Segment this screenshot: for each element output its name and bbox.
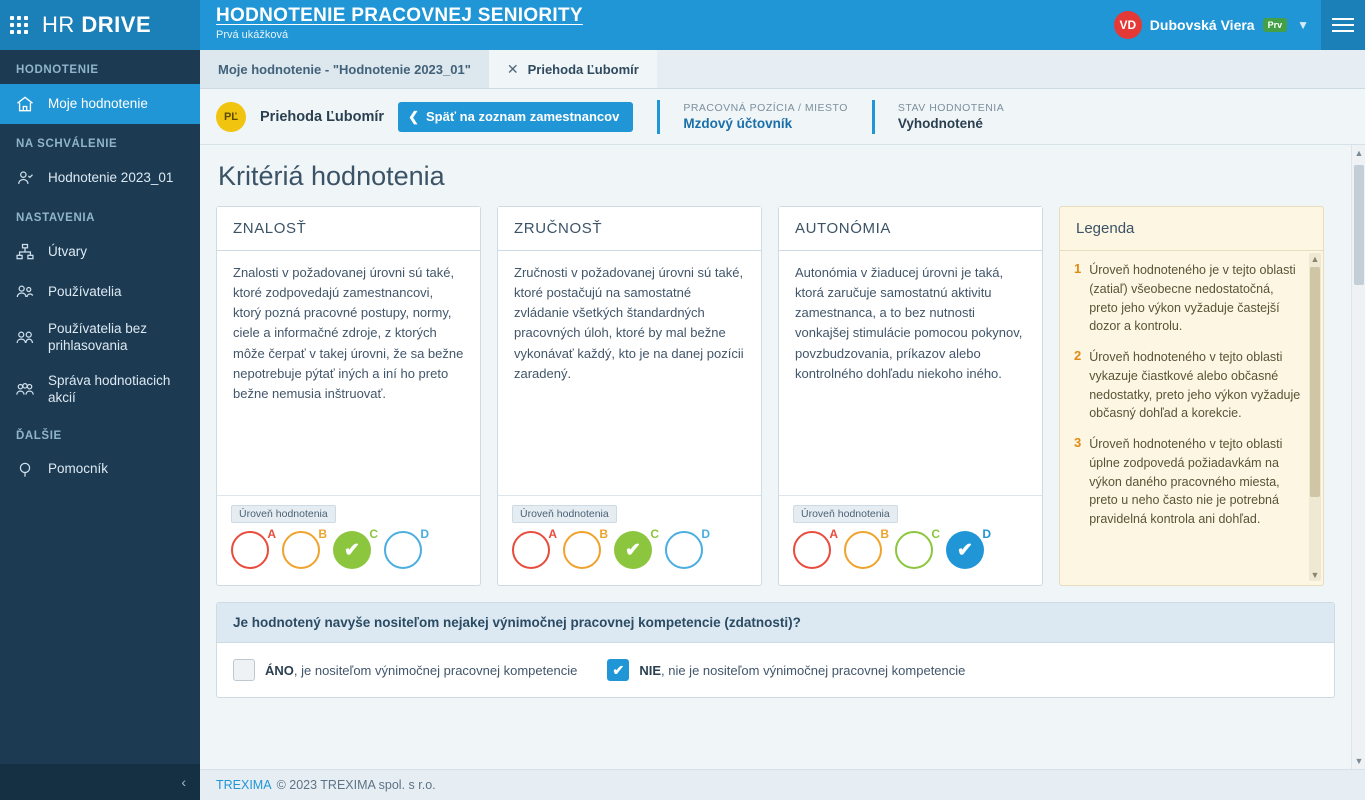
person-check-icon [14,167,36,189]
card-text: Zručnosti v požadovanej úrovni sú také, ktoré postačujú na samostatné zvládanie všetkých štandardných pracovných úloh, ktoré by mal bežne vykonávať každý, kto je na danej pozícii zaradený. [514,265,744,381]
rating-options [789,527,1032,573]
help-circle-icon [14,459,36,481]
sidebar-item-hodnotenie-2023-01[interactable] [0,158,200,198]
card-text: Znalosti v požadovanej úrovni sú také, ktoré zodpovedajú zamestnancovi, ktorý pozná pracovné postupy, normy, ciele a informačné zdroje, z ktorých môže čerpať v takej úrovni, že sa bežne nepotrebuje pýtať iných a iní ho preto bežne nemusia inštruovať. [233,265,464,401]
divider [872,100,875,134]
chevron-down-icon[interactable]: ▼ [1297,18,1309,32]
rating-option-a[interactable] [793,527,838,573]
card-rating-footer [498,495,761,585]
sidebar-section-title: NA SCHVÁLENIE [16,138,118,150]
sidebar-item-label: Správa hodnotiacich akcií [48,372,171,405]
sidebar-item-label: Útvary [48,243,88,259]
sidebar-collapse-button[interactable] [0,764,200,800]
tab-label: Moje hodnotenie - "Hodnotenie 2023_01" [218,61,471,77]
tab-label: Priehoda Ľubomír [527,61,639,77]
competence-question-panel [216,602,1335,698]
card-title: AUTONÓMIA [779,207,1042,251]
legend-text: Úroveň hodnoteného je v tejto oblasti (zatiaľ) všeobecne nedostatočná, preto jeho výkon vyžaduje častejší dozor a kontrolu. [1089,263,1296,334]
user-name: Dubovská Viera [1149,17,1255,33]
rating-circle[interactable] [231,531,269,569]
legend-title: Legenda [1060,207,1323,251]
chevron-left-icon: ❮ [408,108,419,124]
rating-letter: C [931,527,940,541]
divider [657,100,660,134]
rating-option-a[interactable] [231,527,276,573]
footer-text: © 2023 TREXIMA spol. s r.o. [276,778,436,792]
rating-option-c[interactable] [895,527,940,573]
level-tag: Úroveň hodnotenia [793,505,898,523]
page-title-header: HODNOTENIE PRACOVNEJ SENIORITY [216,5,583,26]
rating-circle[interactable] [512,531,550,569]
rating-letter: D [420,527,429,541]
tab-priehoda-lubomir[interactable] [489,50,657,88]
group-settings-icon [14,379,36,401]
scrollbar-thumb[interactable] [1310,267,1320,497]
check-icon: ✔ [612,661,625,678]
sidebar [0,50,200,800]
card-text: Autonómia v žiaducej úrovni je taká, ktorá zaručuje samostatnú aktivitu zamestnanca, a to bez nutnosti vonkajšej stimulácie pomocou pokynov, povzbudzovania, príkazov alebo kontrolného dohľadu niekoho iného. [795,265,1023,381]
sidebar-item-pouzivatelia[interactable] [0,272,200,312]
rating-letter: B [599,527,608,541]
top-bar [0,0,1365,50]
rating-letter: B [318,527,327,541]
rating-circle-selected[interactable] [614,531,652,569]
sidebar-section-title: ĎALŠIE [16,429,62,442]
option-rest-nie: , nie je nositeľom výnimočnej pracovnej kompetencie [661,662,966,678]
legend-item [1074,261,1305,336]
criteria-cards [200,206,1351,586]
rating-option-d[interactable] [384,527,429,573]
rating-letter: C [650,527,659,541]
status-badge: Prv [1263,18,1288,32]
card-title: ZRUČNOSŤ [498,207,761,251]
rating-circle-selected[interactable] [333,531,371,569]
sidebar-item-label: Používatelia bez prihlasovania [48,321,148,353]
employee-name: Priehoda Ľubomír [260,108,385,125]
content-scrollbar[interactable] [1351,145,1365,769]
sidebar-item-pomocnik[interactable] [0,450,200,490]
check-icon: ✔ [957,539,973,561]
scroll-up-icon[interactable]: ▲ [1354,148,1364,158]
card-rating-footer [779,495,1042,585]
employee-avatar: PĽ [216,102,246,132]
footer-link[interactable]: TREXIMA [216,778,272,792]
level-tag: Úroveň hodnotenia [512,505,617,523]
option-nie[interactable] [607,659,965,681]
meta-value: Vyhodnotené [897,116,983,131]
scroll-up-icon[interactable]: ▲ [1310,254,1320,264]
brand-logo [42,12,151,38]
page-title: Kritériá hodnotenia [218,161,445,191]
legend-number: 3 [1074,435,1082,450]
sidebar-item-utvary[interactable] [0,232,200,272]
rating-circle[interactable] [282,531,320,569]
rating-letter: D [701,527,710,541]
legend-text: Úroveň hodnoteného v tejto oblasti vykazuje čiastkové alebo občasné nedostatky, preto jeho výkon vyžaduje občasný dohľad a korekcie. [1089,350,1301,421]
criteria-card-zrucnost [497,206,762,586]
option-label-nie [639,663,965,678]
rating-option-c[interactable] [333,527,378,573]
level-tag: Úroveň hodnotenia [231,505,336,523]
criteria-card-autonomia [778,206,1043,586]
checkbox-nie[interactable] [607,659,629,681]
sidebar-item-label: Moje hodnotenie [48,95,148,111]
rating-circle[interactable] [793,531,831,569]
meta-status [889,102,1004,131]
rating-option-b[interactable] [563,527,608,573]
meta-position [674,102,848,131]
meta-label: STAV HODNOTENIA [897,102,1005,114]
rating-option-d[interactable] [946,527,991,573]
sidebar-item-pouzivatelia-bez-prihlasovania[interactable] [0,312,200,364]
breadcrumb [200,50,1365,89]
question-options [217,643,1334,697]
option-ano[interactable] [233,659,577,681]
legend-panel [1059,206,1324,586]
rating-circle[interactable] [563,531,601,569]
sidebar-item-label: Pomocník [48,461,109,477]
brand-zone[interactable] [0,0,200,50]
legend-number: 1 [1074,261,1082,276]
checkbox-ano[interactable] [233,659,255,681]
check-icon: ✔ [344,539,360,561]
user-menu[interactable] [1114,0,1321,50]
sidebar-item-label: Používatelia [48,283,122,299]
sidebar-item-moje-hodnotenie[interactable] [0,84,200,124]
rating-option-c[interactable] [614,527,659,573]
main-content [200,145,1351,769]
rating-letter: D [982,527,991,541]
legend-body [1060,251,1323,585]
criteria-card-znalost [216,206,481,586]
rating-letter: B [880,527,889,541]
card-rating-footer [217,495,480,585]
rating-option-b[interactable] [844,527,889,573]
option-strong-nie: NIE [639,662,661,678]
home-icon [14,93,36,115]
brand-light: HR [42,12,75,37]
rating-circle[interactable] [895,531,933,569]
rating-option-d[interactable] [665,527,710,573]
users-offline-icon [14,327,36,349]
option-label-ano [265,663,577,678]
rating-letter: A [829,527,838,541]
brand-bold: DRIVE [81,12,152,37]
legend-number: 2 [1074,348,1082,363]
option-strong-ano: ÁNO [265,662,294,678]
rating-letter: A [267,527,276,541]
sidebar-section-title: HODNOTENIE [16,64,99,76]
rating-circle-selected[interactable] [946,531,984,569]
rating-option-a[interactable] [512,527,557,573]
rating-letter: A [548,527,557,541]
legend-item [1074,435,1305,529]
sidebar-item-sprava-hodnotiacich-akcii[interactable] [0,364,200,416]
scrollbar-thumb[interactable] [1354,165,1364,285]
chevron-left-icon: ‹ [181,774,186,790]
app-subtitle: Prvá ukážková [216,29,289,41]
scroll-down-icon[interactable]: ▼ [1354,756,1364,766]
scroll-down-icon[interactable]: ▼ [1310,570,1320,580]
sidebar-item-label: Hodnotenie 2023_01 [48,169,174,185]
close-icon[interactable]: ✕ [506,60,519,77]
avatar: VD [1114,11,1142,39]
option-rest-ano: , je nositeľom výnimočnej pracovnej kompetencie [293,662,578,678]
footer [200,769,1365,800]
legend-item [1074,348,1305,423]
rating-option-b[interactable] [282,527,327,573]
rating-options [227,527,470,573]
legend-scrollbar[interactable] [1309,253,1321,581]
tab-moje-hodnotenie[interactable] [200,50,489,88]
hamburger-menu-icon[interactable] [1321,0,1365,50]
app-title-zone [200,0,1114,50]
back-button-label: Späť na zoznam zamestnancov [425,109,620,124]
check-icon: ✔ [625,539,641,561]
question-text: Je hodnotený navyše nositeľom nejakej výnimočnej pracovnej kompetencie (zdatnosti)? [217,603,1334,643]
rating-letter: C [369,527,378,541]
apps-grid-icon[interactable] [10,14,32,36]
card-title: ZNALOSŤ [217,207,480,251]
rating-circle[interactable] [384,531,422,569]
legend-text: Úroveň hodnoteného v tejto oblasti úplne zodpovedá požiadavkám na výkon daného pracovného miesta, preto u neho často nie je potrebná pravidelná kontrola ani dohľad. [1089,437,1283,526]
rating-options [508,527,751,573]
rating-circle[interactable] [844,531,882,569]
employee-info-bar [200,89,1365,145]
org-chart-icon [14,241,36,263]
meta-label: PRACOVNÁ POZÍCIA / MIESTO [683,102,848,114]
users-icon [14,281,36,303]
meta-value: Mzdový účtovník [683,116,793,131]
rating-circle[interactable] [665,531,703,569]
sidebar-section-title: NASTAVENIA [16,212,96,224]
back-to-employee-list-button[interactable] [398,102,633,132]
